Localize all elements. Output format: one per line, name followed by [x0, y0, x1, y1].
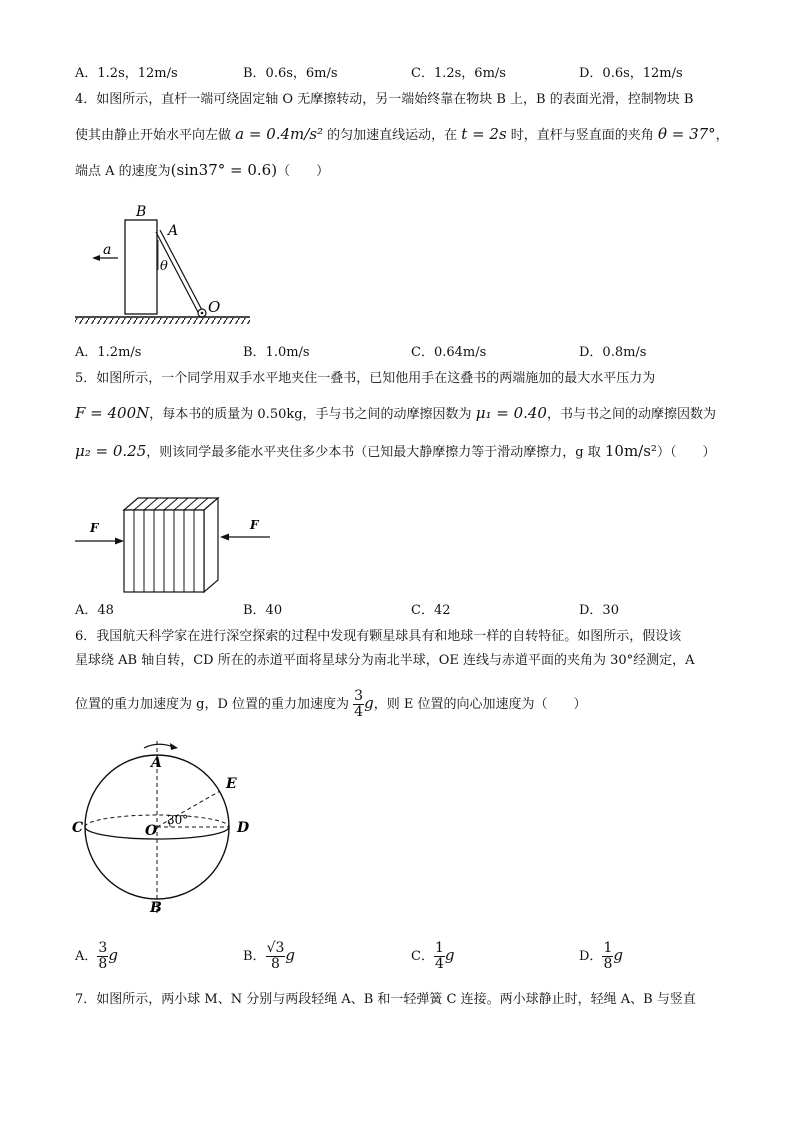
q4-option-d[interactable]: D．0.8m/s	[579, 345, 647, 360]
q6-fraction	[353, 689, 364, 720]
label-accel: a	[103, 242, 112, 258]
books-right-face	[204, 498, 218, 592]
q5-option-a[interactable]: A．48	[75, 603, 114, 618]
q4-text: （ ）	[277, 164, 330, 179]
q6-option-c[interactable]	[411, 937, 454, 975]
label-a-point: A	[168, 223, 179, 239]
frac-den: 8	[271, 956, 280, 972]
q6-frac-num: 3	[354, 688, 364, 704]
q5-stem-line2	[75, 403, 716, 425]
label-angle: 30°	[167, 813, 189, 827]
q5-formula-mu2: μ₂ = 0.25	[75, 442, 147, 460]
q6-opt-prefix: A．	[75, 949, 98, 964]
accel-arrowhead	[92, 255, 100, 261]
block-b	[125, 220, 157, 314]
q5-text: ）（ ）	[656, 445, 716, 460]
q5-formula-force: F = 400N	[75, 404, 150, 422]
g-symbol: g	[285, 946, 295, 964]
force-arrowhead-right	[220, 534, 229, 541]
q7-stem-line1: 7．如图所示，两小球 M、N 分别与两段轻绳 A、B 和一轻弹簧 C 连接。两小球静止时，轻绳 A、B 与竖直	[75, 992, 696, 1007]
q4-text: 端点 A 的速度为	[75, 164, 171, 179]
q6-stem-line2: 星球绕 AB 轴自转，CD 所在的赤道平面将星球分为南北半球，OE 连线与赤道平面的夹角为 30°经测定，A	[75, 653, 695, 668]
q5-text: ，书与书之间的动摩擦因数为	[546, 407, 716, 422]
q5-stem-line1: 5．如图所示，一个同学用双手水平地夹住一叠书，已知他用手在这叠书的两端施加的最大水平压力为	[75, 371, 656, 386]
q5-option-c[interactable]: C．42	[411, 603, 451, 618]
q4-option-a[interactable]: A．1.2m/s	[75, 345, 142, 360]
q4-stem-line2	[75, 124, 729, 146]
q6-opt-a-fraction	[97, 941, 108, 972]
q6-option-d[interactable]	[579, 937, 623, 975]
q6-option-a[interactable]	[75, 937, 118, 975]
q5-stem-line3	[75, 441, 715, 463]
label-f-left: F	[90, 521, 99, 535]
q6-frac-den: 4	[354, 704, 364, 720]
q4-formula-time: t = 2s	[461, 125, 507, 143]
q4-formula-angle: θ = 37°	[657, 125, 716, 143]
q4-stem-line3	[75, 160, 329, 182]
g-symbol: g	[444, 946, 455, 964]
q6-opt-d-fraction	[602, 941, 613, 972]
label-b: B	[150, 900, 162, 915]
frac-num: √3	[266, 940, 285, 956]
g-symbol: g	[108, 946, 118, 964]
q3-option-a[interactable]: A．1.2s，12m/s	[75, 66, 178, 81]
force-arrowhead-left	[115, 538, 124, 545]
q5-text: ，每本书的质量为 0.50kg，手与书之间的动摩擦因数为	[149, 407, 476, 422]
rotation-arrowhead	[170, 743, 178, 750]
q4-text: 的匀加速直线运动，在	[323, 128, 462, 143]
q4-option-c[interactable]: C．0.64m/s	[411, 345, 487, 360]
label-f-right: F	[250, 518, 259, 532]
rotation-arrow	[144, 744, 174, 748]
q4-text: 时，直杆与竖直面的夹角	[506, 128, 658, 143]
q6-stem-line1: 6．我国航天科学家在进行深空探索的过程中发现有颗星球具有和地球一样的自转特征。如图所示，假设该	[75, 629, 682, 644]
q6-text: ，则 E 位置的向心加速度为（ ）	[373, 697, 587, 712]
q6-opt-prefix: C．	[411, 949, 434, 964]
frac-den: 8	[98, 956, 108, 972]
q4-text: ，	[715, 128, 729, 143]
q6-opt-prefix: D．	[579, 949, 603, 964]
q4-option-b[interactable]: B．1.0m/s	[243, 345, 310, 360]
label-c: C	[72, 820, 84, 836]
q6-stem-line3	[75, 686, 586, 722]
q3-option-b[interactable]: B．0.6s，6m/s	[243, 66, 338, 81]
frac-num: 3	[98, 940, 108, 956]
label-e: E	[226, 776, 237, 792]
q6-g: g	[364, 694, 374, 712]
g-symbol: g	[613, 946, 623, 964]
frac-num: 1	[434, 940, 444, 956]
frac-den: 4	[434, 956, 444, 972]
label-o: O	[208, 298, 221, 316]
q3-option-c[interactable]: C．1.2s，6m/s	[411, 66, 506, 81]
q6-text: 位置的重力加速度为 g，D 位置的重力加速度为	[75, 697, 354, 712]
q3-option-d[interactable]: D．0.6s，12m/s	[579, 66, 683, 81]
frac-num: 1	[603, 940, 613, 956]
q5-formula-g: 10m/s²	[604, 442, 657, 460]
q4-figure	[70, 200, 270, 330]
q4-text: 使其由静止开始水平向左做	[75, 128, 236, 143]
label-o: O	[145, 823, 158, 839]
q5-option-b[interactable]: B．40	[243, 603, 283, 618]
q5-option-d[interactable]: D．30	[579, 603, 619, 618]
label-theta: θ	[160, 259, 168, 274]
q5-formula-mu1: μ₁ = 0.40	[475, 404, 547, 422]
q6-opt-prefix: B．	[243, 949, 266, 964]
label-b: B	[136, 204, 147, 220]
q6-opt-c-fraction	[434, 941, 445, 972]
q6-option-b[interactable]	[243, 937, 295, 975]
label-a: A	[151, 755, 162, 771]
q6-opt-b-fraction	[266, 941, 286, 972]
q4-formula-sin: (sin37° = 0.6)	[170, 161, 278, 179]
q5-text: ，则该同学最多能水平夹住多少本书（已知最大静摩擦力等于滑动摩擦力，g 取	[146, 445, 605, 460]
q4-stem-line1: 4．如图所示，直杆一端可绕固定轴 O 无摩擦转动，另一端始终靠在物块 B 上，B 的表面光滑，控制物块 B	[75, 92, 694, 107]
q6-figure	[70, 735, 270, 915]
frac-den: 8	[603, 956, 613, 972]
pivot-center	[201, 312, 204, 315]
q4-formula-accel: a = 0.4m/s²	[235, 125, 324, 143]
label-d: D	[237, 820, 250, 836]
q5-figure	[70, 492, 280, 597]
ground-hatch	[75, 318, 250, 324]
